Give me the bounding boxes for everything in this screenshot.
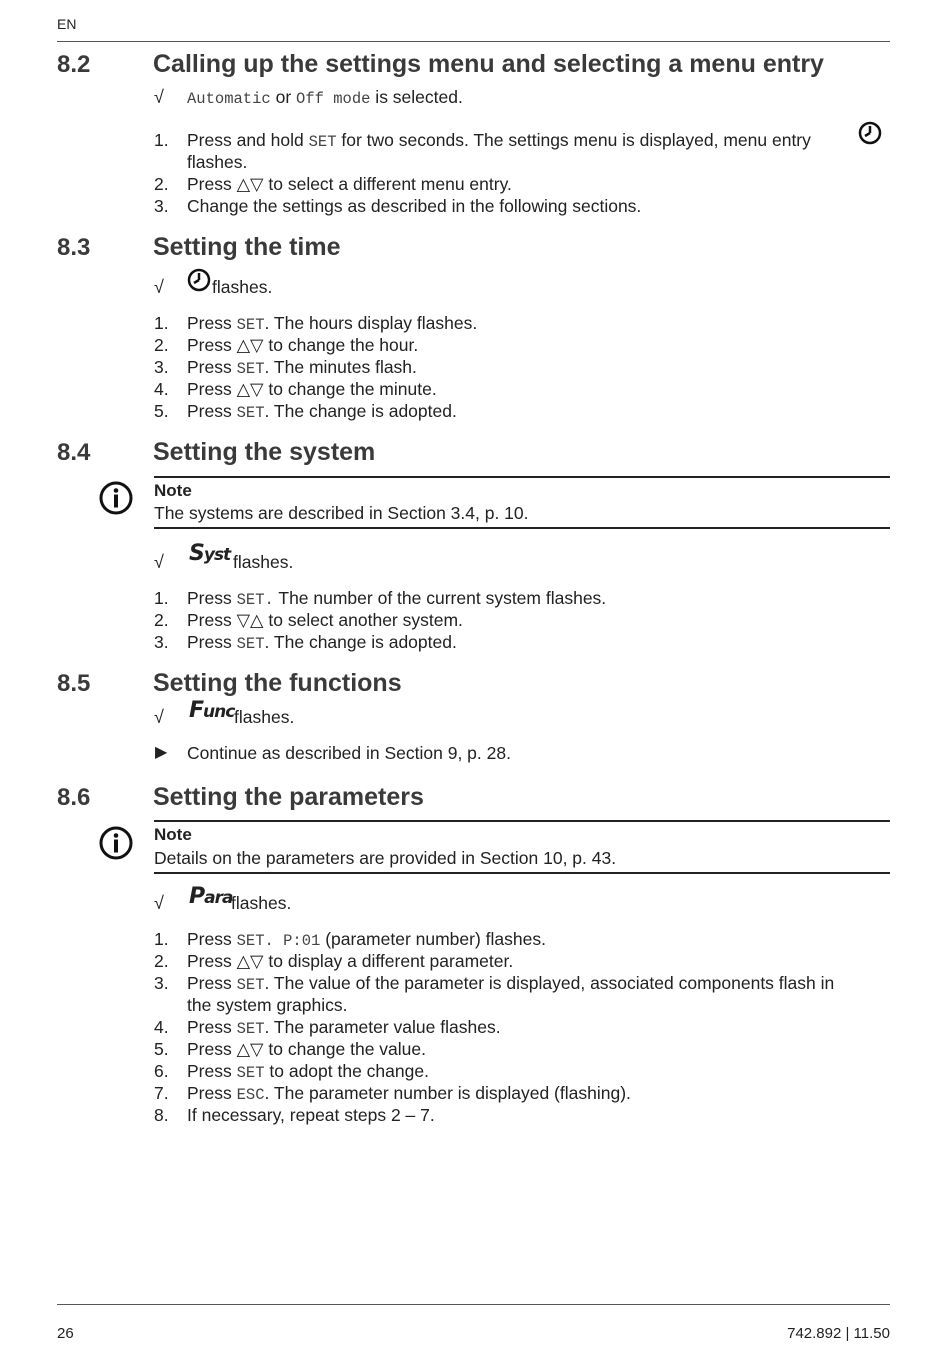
step-text: Press SET. The number of the current system flashes. [187,588,607,609]
clock-icon [858,121,882,145]
note-heading: Note [154,481,192,500]
section-number-8-2: 8.2 [57,51,91,78]
step-number: 2. [154,951,169,971]
precondition-8-6: flashes. [231,893,292,913]
precondition-check: √ [154,707,164,727]
step-text: Press △▽ to change the hour. [187,335,419,355]
step-text: Press and hold SET for two seconds. The settings menu is displayed, menu entry [187,130,811,151]
step-number: 1. [154,588,169,608]
step-text: Press △▽ to change the minute. [187,379,437,399]
step-number: 4. [154,1017,169,1037]
section-number-8-4: 8.4 [57,439,91,466]
precondition-check: √ [154,893,164,913]
step-number: 2. [154,174,169,194]
step-text: Press ESC. The parameter number is displayed (flashing). [187,1083,631,1104]
action-text: Continue as described in Section 9, p. 28. [187,743,511,763]
step-number: 2. [154,335,169,355]
step-number: 3. [154,973,169,993]
step-number: 3. [154,632,169,652]
lcd-para-symbol: Para [189,884,233,909]
step-number: 1. [154,313,169,333]
step-number: 3. [154,357,169,377]
document-number: 742.892 | 11.50 [787,1325,890,1342]
step-text-continued: flashes. [187,152,248,172]
action-arrow-icon: ▶ [155,744,168,761]
footer-rule [57,1304,890,1305]
step-text: Press SET. The minutes flash. [187,357,417,378]
page-number: 26 [57,1325,74,1342]
section-title-8-2: Calling up the settings menu and selecting a menu entry [153,50,824,78]
note-bottom-rule [154,527,890,529]
section-title-8-4: Setting the system [153,438,376,466]
step-text: Press ▽△ to select another system. [187,610,463,630]
info-circle-icon [99,826,133,860]
precondition-check: √ [154,87,164,107]
step-text: If necessary, repeat steps 2 – 7. [187,1105,435,1125]
language-code: EN [57,16,77,32]
precondition-check: √ [154,552,164,572]
lcd-func-symbol: Func [189,698,235,723]
step-text: Press SET. The change is adopted. [187,401,457,422]
step-text-continued: the system graphics. [187,995,348,1015]
note-body: The systems are described in Section 3.4, p. 10. [154,503,529,523]
precondition-check: √ [154,277,164,297]
precondition-8-3: flashes. [212,277,273,297]
section-number-8-5: 8.5 [57,670,91,697]
step-text: Change the settings as described in the following sections. [187,196,642,216]
step-number: 6. [154,1061,169,1081]
step-text: Press SET. P:01 (parameter number) flashes. [187,929,546,950]
lcd-syst-symbol: Syst [189,541,231,566]
section-title-8-5: Setting the functions [153,669,402,697]
step-text: Press SET. The change is adopted. [187,632,457,653]
section-title-8-6: Setting the parameters [153,783,424,811]
step-number: 1. [154,130,169,150]
note-body: Details on the parameters are provided in Section 10, p. 43. [154,848,617,868]
precondition-8-4: flashes. [233,552,294,572]
section-title-8-3: Setting the time [153,233,341,261]
step-number: 8. [154,1105,169,1125]
note-bottom-rule [154,872,890,874]
step-text: Press △▽ to display a different parameter. [187,951,514,971]
precondition-8-5: flashes. [234,707,295,727]
step-number: 5. [154,401,169,421]
step-text: Press SET. The parameter value flashes. [187,1017,501,1038]
step-text: Press SET. The value of the parameter is displayed, associated components flash in [187,973,835,994]
step-number: 3. [154,196,169,216]
step-number: 7. [154,1083,169,1103]
clock-icon [187,268,211,292]
note-top-rule [154,820,890,822]
section-number-8-6: 8.6 [57,784,91,811]
note-top-rule [154,476,890,478]
step-number: 1. [154,929,169,949]
step-text: Press △▽ to change the value. [187,1039,426,1059]
step-text: Press △▽ to select a different menu entry. [187,174,512,194]
section-number-8-3: 8.3 [57,234,91,261]
step-number: 5. [154,1039,169,1059]
step-text: Press SET. The hours display flashes. [187,313,478,334]
header-rule [57,41,890,42]
step-number: 4. [154,379,169,399]
note-heading: Note [154,825,192,844]
step-number: 2. [154,610,169,630]
step-text: Press SET to adopt the change. [187,1061,429,1082]
precondition-8-2: Automatic or Off mode is selected. [187,87,463,108]
info-circle-icon [99,481,133,515]
